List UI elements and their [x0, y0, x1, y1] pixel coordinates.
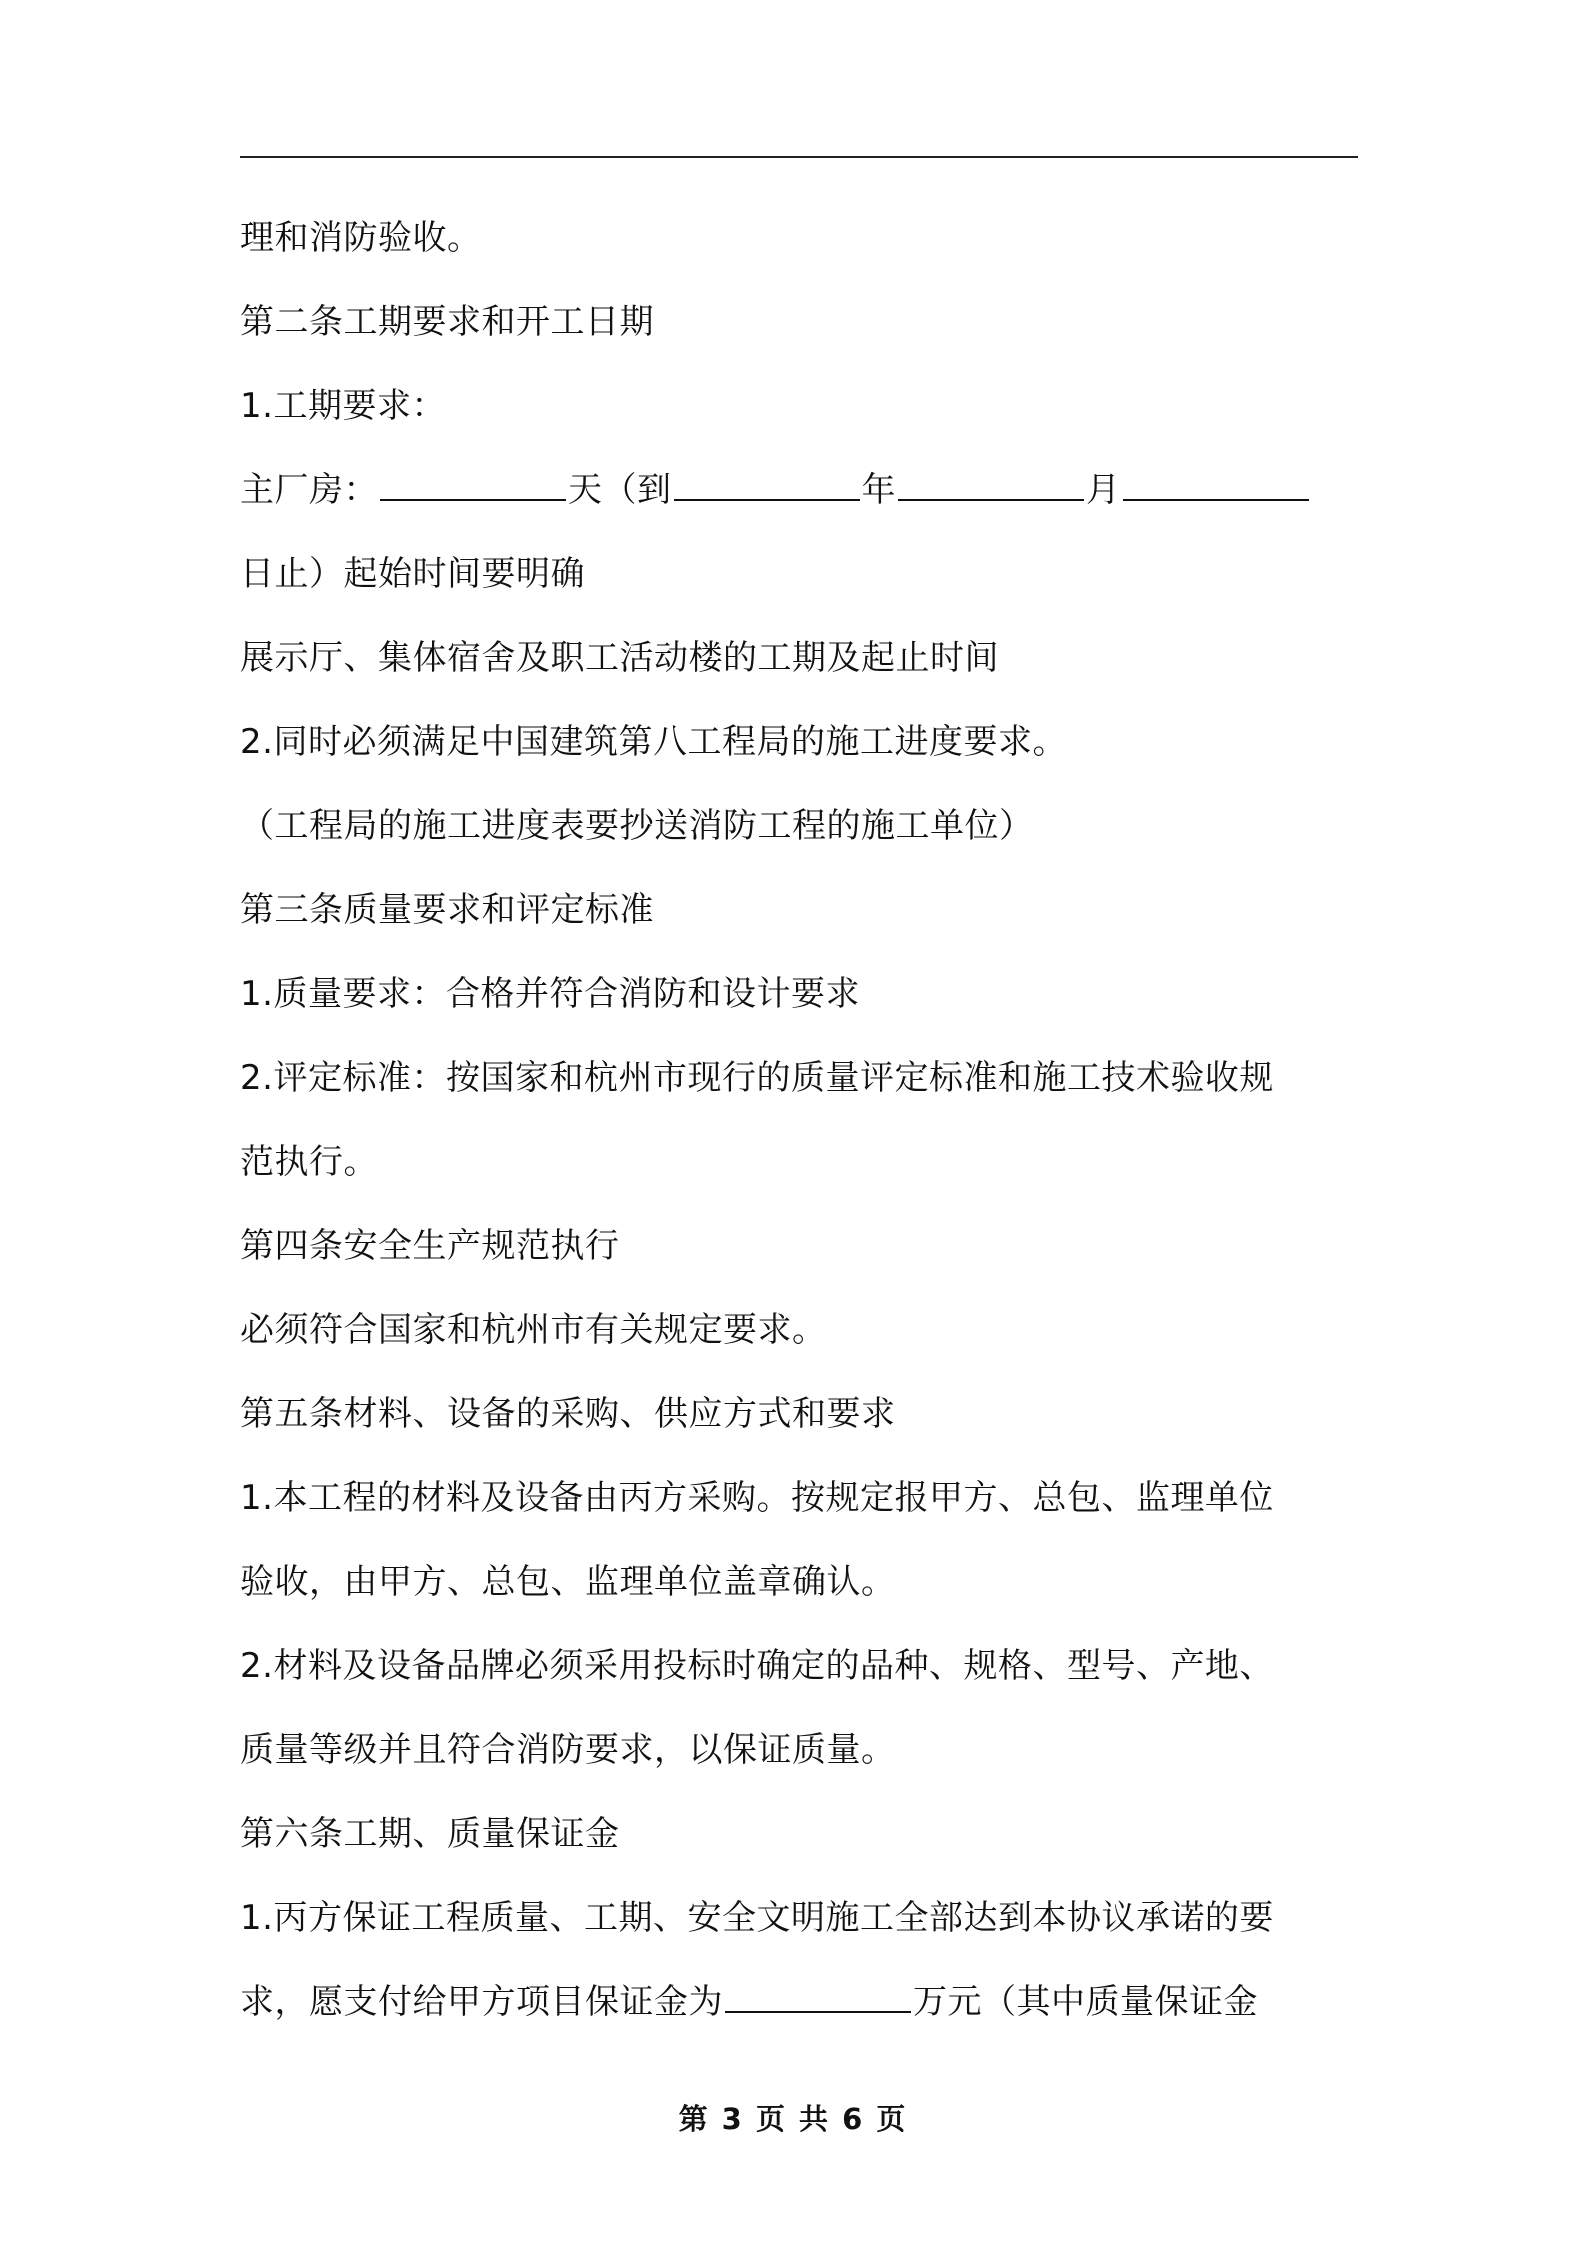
text-line: [240, 532, 1358, 616]
fill-in-blank: [380, 469, 566, 501]
text-line: [240, 1456, 1358, 1540]
fill-in-blank: [1123, 469, 1309, 501]
text-line: [240, 1876, 1358, 1960]
text-line: [240, 448, 1358, 532]
page-number-footer: 第 3 页 共 6 页: [678, 2102, 908, 2136]
text-line: [240, 1372, 1358, 1456]
text-line: [240, 1960, 1358, 2044]
line-text: 1.丙方保证工程质量、工期、安全文明施工全部达到本协议承诺的要: [240, 1898, 1274, 1938]
line-text: 质量等级并且符合消防要求，以保证质量。: [240, 1730, 896, 1770]
fill-in-blank: [898, 469, 1084, 501]
line-text: 范执行。: [240, 1142, 378, 1182]
line-text-segment: 万元（其中质量保证金: [913, 1982, 1258, 2022]
text-line: [240, 196, 1358, 280]
text-line: [240, 1624, 1358, 1708]
line-text: 日止）起始时间要明确: [240, 554, 585, 594]
line-text: 必须符合国家和杭州市有关规定要求。: [240, 1310, 827, 1350]
line-text-segment: 求，愿支付给甲方项目保证金为: [240, 1982, 723, 2022]
line-text: 1.本工程的材料及设备由丙方采购。按规定报甲方、总包、监理单位: [240, 1478, 1274, 1518]
line-text: 2.评定标准：按国家和杭州市现行的质量评定标准和施工技术验收规: [240, 1058, 1274, 1098]
text-line: [240, 1540, 1358, 1624]
line-text: 理和消防验收。: [240, 218, 482, 258]
fill-in-blank: [725, 1981, 911, 2013]
line-text: 第六条工期、质量保证金: [240, 1814, 620, 1854]
line-text: 第二条工期要求和开工日期: [240, 302, 654, 342]
text-line: [240, 364, 1358, 448]
text-line: [240, 1792, 1358, 1876]
text-line: [240, 1036, 1358, 1120]
line-text: 1.质量要求：合格并符合消防和设计要求: [240, 974, 860, 1014]
text-line: [240, 952, 1358, 1036]
text-line: [240, 868, 1358, 952]
line-text-segment: 天（到: [568, 470, 672, 510]
line-text-segment: 年: [861, 470, 896, 510]
text-line: [240, 280, 1358, 364]
text-line: [240, 700, 1358, 784]
line-text: 展示厅、集体宿舍及职工活动楼的工期及起止时间: [240, 638, 999, 678]
line-text-segment: 月: [1086, 470, 1121, 510]
text-line: [240, 1120, 1358, 1204]
line-text: 第五条材料、设备的采购、供应方式和要求: [240, 1394, 896, 1434]
line-text: 1.工期要求：: [240, 386, 446, 426]
text-line: [240, 1204, 1358, 1288]
line-text: 第四条安全生产规范执行: [240, 1226, 620, 1266]
line-text: 2.同时必须满足中国建筑第八工程局的施工进度要求。: [240, 722, 1067, 762]
fill-in-blank: [674, 469, 860, 501]
line-text: 验收，由甲方、总包、监理单位盖章确认。: [240, 1562, 896, 1602]
line-text: 2.材料及设备品牌必须采用投标时确定的品种、规格、型号、产地、: [240, 1646, 1274, 1686]
document-body: [240, 196, 1358, 2044]
text-line: [240, 1288, 1358, 1372]
line-text: 第三条质量要求和评定标准: [240, 890, 654, 930]
text-line: [240, 1708, 1358, 1792]
text-line: [240, 784, 1358, 868]
text-line: [240, 616, 1358, 700]
line-text-segment: 主厂房：: [240, 470, 378, 510]
line-text: （工程局的施工进度表要抄送消防工程的施工单位）: [240, 806, 1034, 846]
header-rule: [240, 156, 1358, 158]
